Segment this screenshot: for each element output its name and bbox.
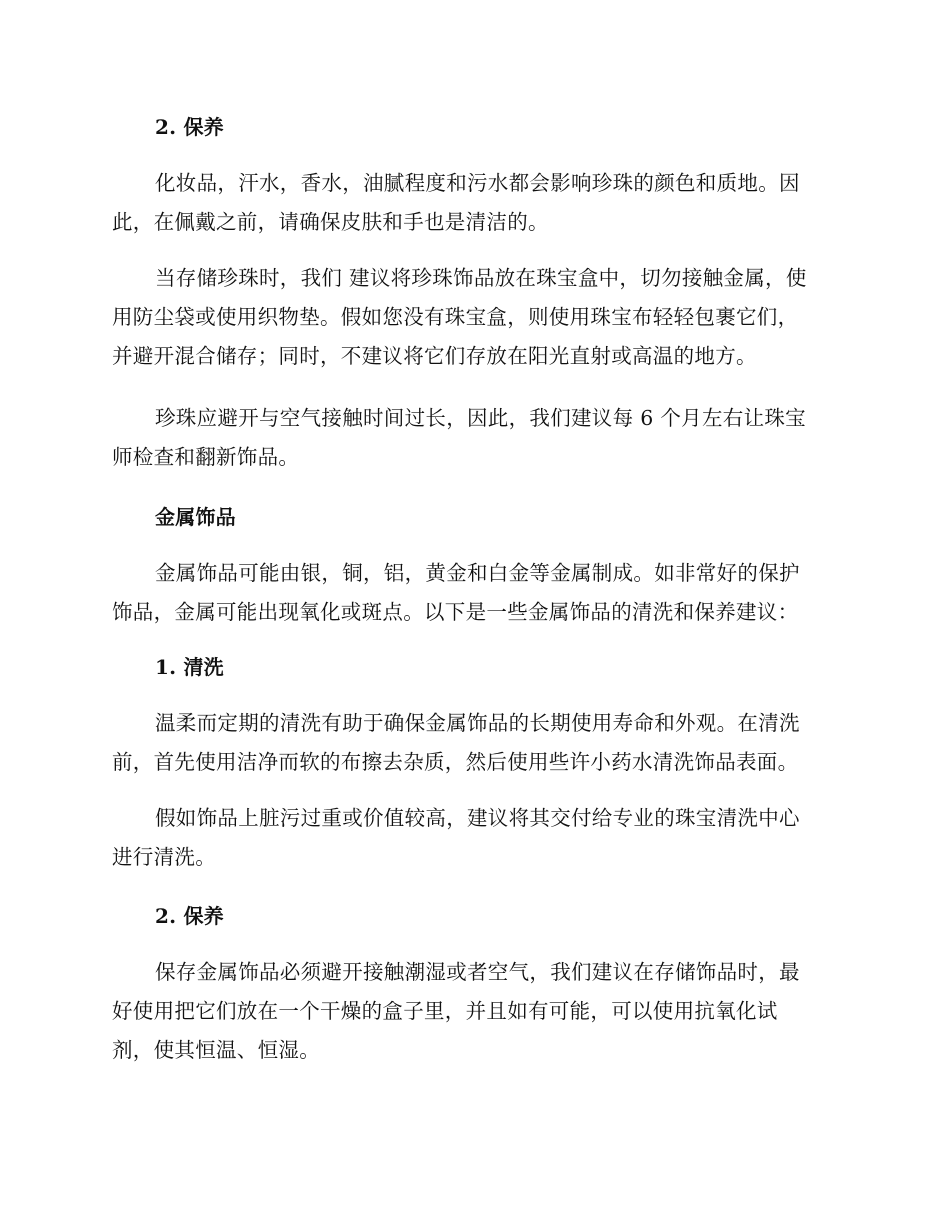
section-heading-care: 2. 保养	[155, 115, 224, 139]
paragraph-metal-intro	[112, 554, 838, 632]
paragraph-inspection	[112, 399, 838, 477]
paragraph-metal-care	[112, 953, 838, 1070]
paragraph-line: 进行清洗。	[112, 845, 216, 869]
section-heading-metal-care: 2. 保养	[155, 904, 224, 928]
section-heading-metal-jewelry: 金属饰品	[155, 505, 236, 529]
paragraph-line: 温柔而定期的清洗有助于确保金属饰品的长期使用寿命和外观。在清洗	[155, 711, 800, 735]
section-heading-cleaning: 1. 清洗	[155, 655, 224, 679]
paragraph-line: 并避开混合储存；同时，不建议将它们存放在阳光直射或高温的地方。	[112, 344, 757, 368]
paragraph-line: 好使用把它们放在一个干燥的盒子里，并且如有可能，可以使用抗氧化试	[112, 999, 778, 1023]
paragraph-storage	[112, 259, 838, 376]
paragraph-cosmetics	[112, 164, 838, 242]
paragraph-line: 化妆品，汗水，香水，油腻程度和污水都会影响珍珠的颜色和质地。因	[155, 171, 800, 195]
paragraph-line: 保存金属饰品必须避开接触潮湿或者空气，我们建议在存储饰品时，最	[155, 960, 800, 984]
paragraph-line: 用防尘袋或使用织物垫。假如您没有珠宝盒，则使用珠宝布轻轻包裹它们，	[112, 305, 799, 329]
paragraph-line: 当存储珍珠时，我们 建议将珍珠饰品放在珠宝盒中，切勿接触金属，使	[155, 266, 807, 290]
paragraph-professional-cleaning	[112, 799, 838, 877]
paragraph-line: 师检查和翻新饰品。	[112, 445, 300, 469]
paragraph-line: 饰品，金属可能出现氧化或斑点。以下是一些金属饰品的清洗和保养建议：	[112, 600, 799, 624]
paragraph-line: 前，首先使用洁净而软的布擦去杂质，然后使用些许小药水清洗饰品表面。	[112, 750, 799, 774]
paragraph-line: 珍珠应避开与空气接触时间过长，因此，我们建议每 6 个月左右让珠宝	[155, 406, 806, 430]
paragraph-line: 此，在佩戴之前，请确保皮肤和手也是清洁的。	[112, 210, 549, 234]
paragraph-line: 假如饰品上脏污过重或价值较高，建议将其交付给专业的珠宝清洗中心	[155, 806, 800, 830]
paragraph-line: 金属饰品可能由银，铜，铝，黄金和白金等金属制成。如非常好的保护	[155, 561, 800, 585]
paragraph-line: 剂，使其恒温、恒湿。	[112, 1038, 320, 1062]
paragraph-cleaning	[112, 704, 838, 782]
